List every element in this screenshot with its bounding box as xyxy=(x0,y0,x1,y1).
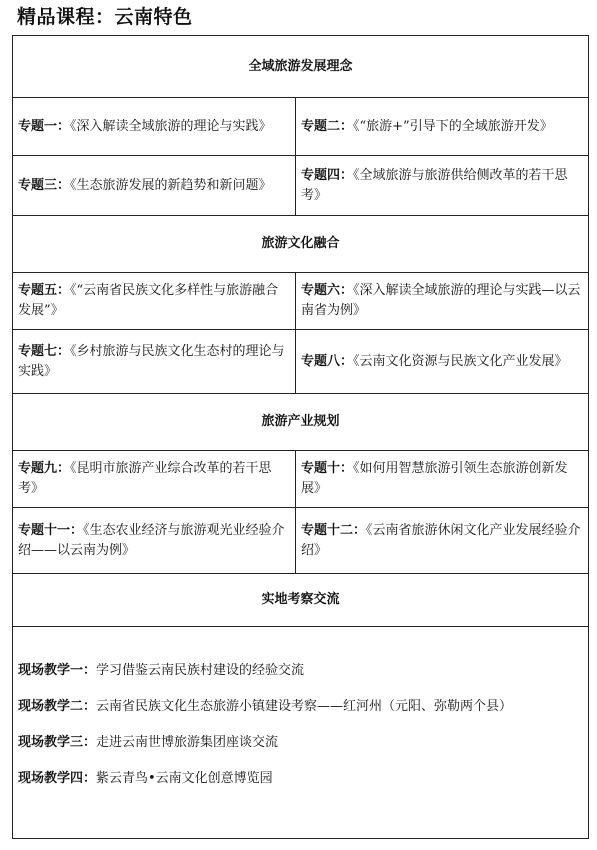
topic-title: 《如何用智慧旅游引领生态旅游创新发展》 xyxy=(301,461,568,496)
topic-label: 专题七： xyxy=(18,343,71,359)
topic-cell xyxy=(13,156,296,216)
field-study-item xyxy=(18,697,583,717)
field-study-text: 云南省民族文化生态旅游小镇建设考察——红河州（元阳、弥勒两个县） xyxy=(96,698,513,714)
field-study-item xyxy=(18,733,583,753)
topic-title: 《深入解读全域旅游的理论与实践—以云南省为例》 xyxy=(301,283,581,318)
topic-title: 《深入解读全域旅游的理论与实践》 xyxy=(70,118,272,134)
topic-label: 专题二： xyxy=(301,118,354,134)
topic-label: 专题六： xyxy=(301,283,354,298)
topic-cell xyxy=(296,508,589,574)
topic-label: 专题八： xyxy=(301,353,354,369)
field-study-cell xyxy=(13,627,589,839)
topic-cell xyxy=(13,273,296,330)
topic-cell xyxy=(13,508,296,574)
section-header: 全域旅游发展理念 xyxy=(13,36,589,98)
topic-label: 专题十一： xyxy=(18,522,84,538)
topic-cell xyxy=(13,330,296,394)
topic-title: 《乡村旅游与民族文化生态村的理论与实践》 xyxy=(18,343,285,379)
topic-title: 《“云南省民族文化多样性与旅游融合发展”》 xyxy=(18,283,279,318)
topic-cell xyxy=(296,451,589,508)
topic-cell xyxy=(296,156,589,216)
topic-cell xyxy=(296,330,589,394)
topic-title: 《全域旅游与旅游供给侧改革的若干思考》 xyxy=(301,167,568,203)
topic-cell xyxy=(296,273,589,330)
field-study-label: 现场教学四： xyxy=(18,770,97,786)
topic-cell xyxy=(13,98,296,156)
topic-cell xyxy=(296,98,589,156)
topic-title: 《云南省旅游休闲文化产业发展经验介绍》 xyxy=(301,522,581,558)
topic-label: 专题十： xyxy=(301,461,354,476)
page-title: 精品课程：云南特色 xyxy=(17,6,193,28)
field-study-item xyxy=(18,769,583,789)
section-header: 实地考察交流 xyxy=(13,574,589,627)
topic-label: 专题四： xyxy=(301,167,354,183)
topic-label: 专题三： xyxy=(18,177,71,193)
topic-cell xyxy=(13,451,296,508)
topic-title: 《生态农业经济与旅游观光业经验介绍——以云南为例》 xyxy=(18,522,285,558)
field-study-text: 紫云青鸟•云南文化创意博览园 xyxy=(96,770,273,786)
field-study-text: 学习借鉴云南民族村建设的经验交流 xyxy=(96,662,305,678)
topic-title: 《“旅游+”引导下的全域旅游开发》 xyxy=(353,118,553,134)
field-study-item xyxy=(18,661,583,681)
topic-title: 《云南文化资源与民族文化产业发展》 xyxy=(353,353,568,369)
topic-label: 专题一： xyxy=(18,118,71,134)
topic-label: 专题五： xyxy=(18,283,71,298)
course-table xyxy=(12,35,589,839)
field-study-label: 现场教学三： xyxy=(18,734,97,750)
field-study-label: 现场教学一： xyxy=(18,662,97,678)
topic-label: 专题十二： xyxy=(301,522,367,538)
section-header: 旅游文化融合 xyxy=(13,216,589,273)
field-study-text: 走进云南世博旅游集团座谈交流 xyxy=(96,734,279,750)
field-study-label: 现场教学二： xyxy=(18,698,97,714)
section-header: 旅游产业规划 xyxy=(13,394,589,451)
topic-label: 专题九： xyxy=(18,461,71,476)
topic-title: 《昆明市旅游产业综合改革的若干思考》 xyxy=(18,461,272,496)
topic-title: 《生态旅游发展的新趋势和新问题》 xyxy=(70,177,272,193)
